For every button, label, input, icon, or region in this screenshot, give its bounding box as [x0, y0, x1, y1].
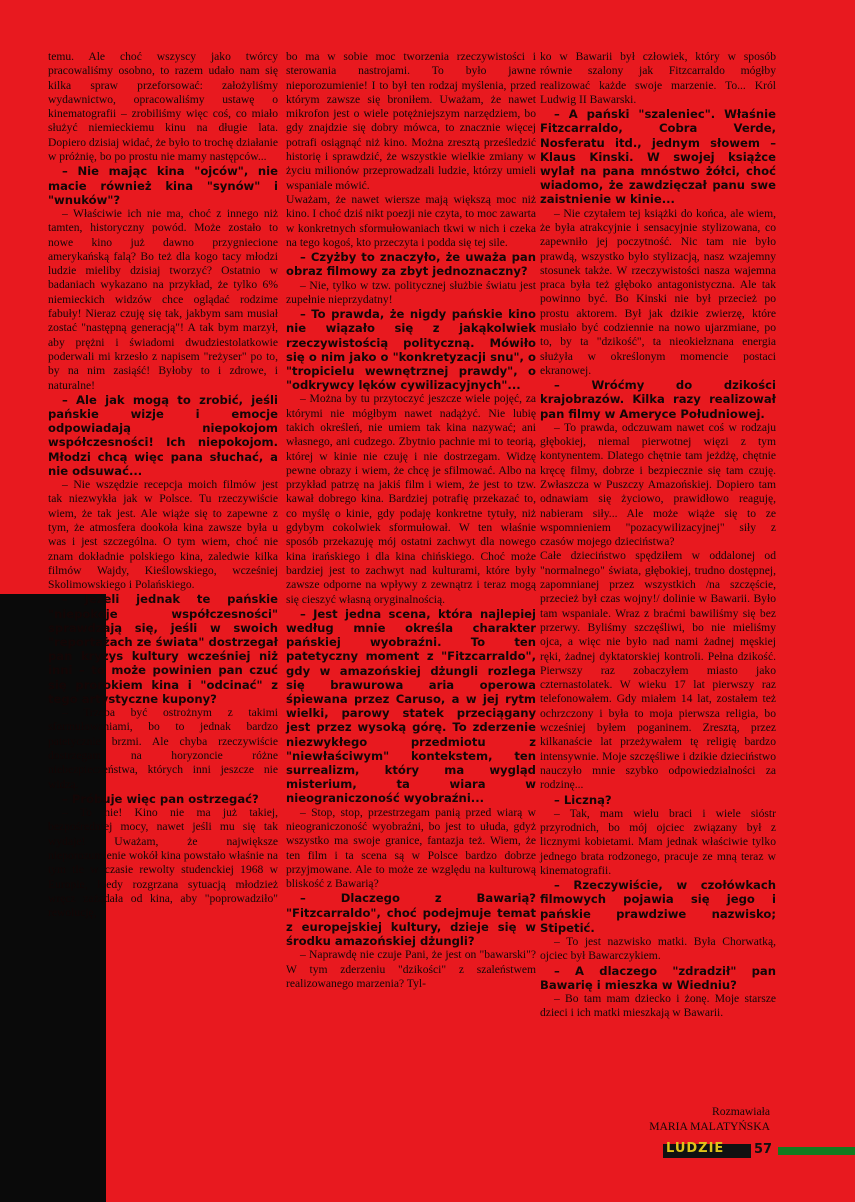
interview-question: – Ale jak mogą to zrobić, jeśli pańskie wizje i emocje odpowiadają niepokojom współczesności! Ich niepokojom. Młodzi chcą więc pana słuchać, a nie odsuwać...	[48, 392, 278, 478]
interview-answer: – Naprawdę nie czuje Pani, że jest on "bawarski"? W tym zderzeniu "dzikości" z szaleństwem realizowanego marzenia? Tyl-	[286, 948, 536, 990]
interview-question: – Jeżeli jednak te pańskie "niepokoje współczesności" sprawdzają się, jeśli w swoich "reportażach ze świata" dostrzegał pan kryzys kultury wcześniej niż inni – to może powinien pan czuć się prorokiem kina i "odcinać" z tego artystyczne kupony?	[48, 592, 278, 706]
interview-answer: – To jest nazwisko matki. Była Chorwatką, ojciec był Bawarczykiem.	[540, 935, 776, 963]
interview-answer: – Właściwie ich nie ma, choć z innego niż tamten, historyczny powód. Może zostało to nowe kino już dawno przygniecione amerykańską falą? Bo też dla kogo tacy młodzi ludzie mieliby dzisiaj tworzyć? Ostatnio w badaniach wykazano na przykład, że tylko 6% niemieckich widzów chce oglądać rodzime fabuły! Nieraz czuję się tak, jakbym sam musiał zostać "następną generacją"! A tak bym marzył, aby prężni i świadomi dwudziestolatkowie poderwali mi krzesło z napisem "reżyser" po to, by na nim zasiąść! Byłoby to i zdrowe, i naturalne!	[48, 206, 278, 392]
interview-answer: – Stop, stop, przestrzegam panią przed wiarą w nieograniczoność wyobraźni, bo jest to ułuda, gdyż wszystko ma swoje granice, fantazja też. Wiem, że ten film i ta scena są w Polsce bardzo dobrze przyjmowane. Ale to może ze względu na kulturową bliskość z Bawarią?	[286, 805, 536, 891]
interview-answer: – Trzeba być ostrożnym z takimi sformułowaniami, bo to jednak bardzo patetycznie brzmi. Ale chyba rzeczywiście dostrzegam na horyzoncie różne niebezpieczeństwa, których inni jeszcze nie widzą.	[48, 706, 278, 791]
interviewer-name: MARIA MALATYŃSKA	[649, 1120, 770, 1133]
interview-answer: Całe dzieciństwo spędziłem w oddalonej od "normalnego" świata, głębokiej, trudno dostępnej, zapomnianej przez wszystkich /na szczęście, przecież był czas wojny!/ dolinie w Bawarii. Było tam wspaniale. Wraz z braćmi bawiliśmy się bez przerwy. Byliśmy szczęśliwi, bo nie mieliśmy ojca, a więc nie było nad nami żadnej męskiej ręki, żadnej dyktatorskiej kontroli. Pełna dzikość. Pierwszy raz zobaczyłem miasto jako czternastolatek. W wieku 17 lat pierwszy raz telefonowałem. Gdy miałem 14 lat, zostałem też ochrzczony i była to moja pierwsza religia, bo wcześniej byłem poganinem. Zresztą, przez kilkanaście lat przeżywałem tę religię bardzo intensywnie. Moje szczęśliwe i dzikie dzieciństwo nauczyło mnie szybko odpowiedzialności za rodzinę...	[540, 549, 776, 792]
interview-question: – Jest jedna scena, która najlepiej według mnie określa charakter pańskiej wyobraźni. To ten patetyczny moment z "Fitzcarraldo", gdy w amazońskiej dżungli rozlega się brawurowa aria operowa śpiewana przez Caruso, a w jej rytm wielki, parowy statek przeciągany jest przez wysoką górę. To zderzenie niezwykłego przedmiotu z "niewłaściwym" kontekstem, ten surrealizm, który ma wygląd misterium, ta wiara w nieograniczoność wyobraźni...	[286, 606, 536, 806]
interview-answer: – Nie czytałem tej książki do końca, ale wiem, że była atrakcyjnie i sensacyjnie stylizowana, co zapewniło jej poczytność. Nic tam nie było prawdą, wszystko było stylizacją, nasz wzajemny stosunek także. W rzeczywistości nasza wajemna praca była też głęboko antagonistyczna. Ale tak powinno być. Bo Kinski nie był przecież po prostu aktorem. Był jak dzikie zwierzę, które musiało być codziennie na nowo ujarzmiane, po to, by ta "dzikość", ta nieokiełznana energia służyła w określonym momencie postaci ekranowej.	[540, 206, 776, 377]
interview-question: – Rzeczywiście, w czołówkach filmowych pojawia się jego i pańskie prawdziwe nazwisko; Stipetić.	[540, 878, 776, 935]
interview-answer: – Tak, mam wielu braci i wiele sióstr przyrodnich, bo mój ojciec związany był z licznymi kobietami. Mam jednak właściwie tylko jednego brata rodzonego, pracuje ze mną teraz w kinematografii.	[540, 806, 776, 877]
interview-answer: – To nie! Kino nie ma już takiej, bezpośredniej mocy, nawet jeśli mu się tak wydaje! Uważam, że największe nieporozumienie wokół kina powstało właśnie na tym tle w czasie rewolty studenckiej 1968 w Europie, kiedy rozgrzana sytuacją młodzież wręcz zażądała od kina, aby "poprowadziło" rewolucję,	[48, 806, 278, 920]
interview-answer: Uważam, że nawet wiersze mają większą moc niż kino. I choć dziś nikt poezji nie czyta, to moc zawarta w konkretnych sformułowaniach tkwi w nich i czeka na tego kogoś, kto przeczyta i podda się tej sile.	[286, 192, 536, 249]
interview-question: – A pański "szaleniec". Właśnie Fitzcarraldo, Cobra Verde, Nosferatu itd., jednym słowem – Klaus Kinski. W swojej książce wylał na pana mnóstwo żółci, choć wiadomo, że zawdzięczał panu swe zaistnienie w kinie...	[540, 107, 776, 207]
interview-question: – A dlaczego "zdradził" pan Bawarię i mieszka w Wiedniu?	[540, 963, 776, 992]
interview-answer: – Nie wszędzie recepcja moich filmów jest tak niezwykła jak w Polsce. Tu rzeczywiście wiem, że tak jest. Ale wiąże się to zapewne z tym, że atmosfera dookoła kina zawsze była u was i jest szczególna. O tym wiem, choć nie znam dokładnie polskiego kina, zaledwie kilka filmów Wajdy, Kieślowskiego, wcześniej Skolimowskiego i Polańskiego.	[48, 478, 278, 592]
interview-answer: – To prawda, odczuwam nawet coś w rodzaju głębokiej, niemal pierwotnej więzi z tym kontynentem. Dlatego chętnie tam jeżdżę, chętnie kręcę filmy, dobrze i bezpiecznie się tam czuję. Zwłaszcza w Puszczy Amazońskiej. Dopiero tam odnawiam się życiowo, prawidłowo reaguję, nabieram siły... Ale może wiąże się to ze wspomnieniem "pozacywilizacyjnej" siły z czasów mojego dzieciństwa?	[540, 420, 776, 549]
interview-question: – Nie mając kina "ojców", nie macie również kina "synów" i "wnuków"?	[48, 164, 278, 207]
green-accent-bar	[778, 1147, 855, 1155]
interview-question: – Czyżby to znaczyło, że uważa pan obraz filmowy za zbyt jednoznaczny?	[286, 250, 536, 279]
interview-question: – Dlaczego z Bawarią? "Fitzcarraldo", choć podejmuje temat z europejskiej kultury, dzieje się w środku amazońskiej dżungli?	[286, 891, 536, 949]
interview-answer: – Bo tam mam dziecko i żonę. Moje starsze dzieci i ich matki mieszkają w Bawarii.	[540, 992, 776, 1020]
interview-answer: – Można by tu przytoczyć jeszcze wiele pojęć, za którymi nie mógłbym nawet nadążyć. Nie lubię takich określeń, nie umiem tak kina nazywać; ani własnego, ani cudzego. Zbytnio pachnie mi to teorią, której w kinie nie czuję i nie dostrzegam. Widzę pewne obrazy i wiem, że chcę je sfilmować. Albo na przykład patrzę na jakiś film i wiem, że jest to tzw. kawał dobrego kina. Bardziej potrafię przekazać to, co myślę o kinie, gdy podaję konkretne tytuły, niż gdybym cokolwiek sformułował. W ten właśnie sposób przekazuję mój ostatni zachwyt dla nowego kina irańskiego i dla kina chińskiego. Choć może bardziej jest to zachwyt nad kulturami, które były zawsze odporne na wpływy z zewnątrz i teraz mogą się cieszyć własną oryginalnością.	[286, 392, 536, 606]
magazine-name: LUDZIE	[666, 1141, 725, 1156]
article-column-2	[286, 50, 536, 991]
interview-question: – Próbuje więc pan ostrzegać?	[62, 791, 259, 806]
interview-question: – Wróćmy do dzikości krajobrazów. Kilka razy realizował pan filmy w Ameryce Południowej.	[540, 378, 776, 421]
interview-answer: bo ma w sobie moc tworzenia rzeczywistości i sterowania nastrojami. To było jawne nieporozumienie! I to był ten rodzaj myślenia, przed którym zawsze się broniłem. Uważam, że nawet mikrofon jest o wiele potężniejszym narzędziem, bo gdy znajdzie się dobry mówca, to znacznie więcej potrafi osiągnąć niż kino. Można zresztą prześledzić historię i sprawdzić, że wszystkie wielkie zmiany w życiu milionów przeprowadzali ludzie, którzy umieli wspaniale mówić.	[286, 50, 536, 192]
interview-question: – To prawda, że nigdy pańskie kino nie wiązało się z jakąkolwiek rzeczywistością polityczną. Mówiło się o nim jako o "konkretyzacji snu", o "tropicielu wewnętrznej prawdy", o "odkrywcy lęków cywilizacyjnych"...	[286, 307, 536, 393]
page-number: 57	[754, 1142, 773, 1157]
interview-answer: temu. Ale choć wszyscy jako twórcy pracowaliśmy osobno, to razem udało nam się kilka spraw przeforsować: założyliśmy wydawnictwo, opracowaliśmy ustawę o kinematografii – zrobiliśmy więc coś, co miało służyć niemieckiemu kinu na długie lata. Dopiero dzisiaj widać, że było to trochę działanie w próżnię, bo po prostu nie mamy następców...	[48, 50, 278, 164]
interviewer-label: Rozmawiała	[712, 1105, 770, 1118]
interview-answer: – Nie, tylko w tzw. politycznej służbie światu jest zupełnie nieprzydatny!	[286, 278, 536, 306]
article-column-1	[48, 50, 278, 920]
interview-question: – Liczną?	[554, 792, 612, 807]
article-column-3	[540, 50, 776, 1021]
interview-answer: ko w Bawarii był człowiek, który w sposób równie szalony jak Fitzcarraldo mógłby realizować każde swoje marzenie. To... Król Ludwig II Bawarski.	[540, 50, 776, 106]
